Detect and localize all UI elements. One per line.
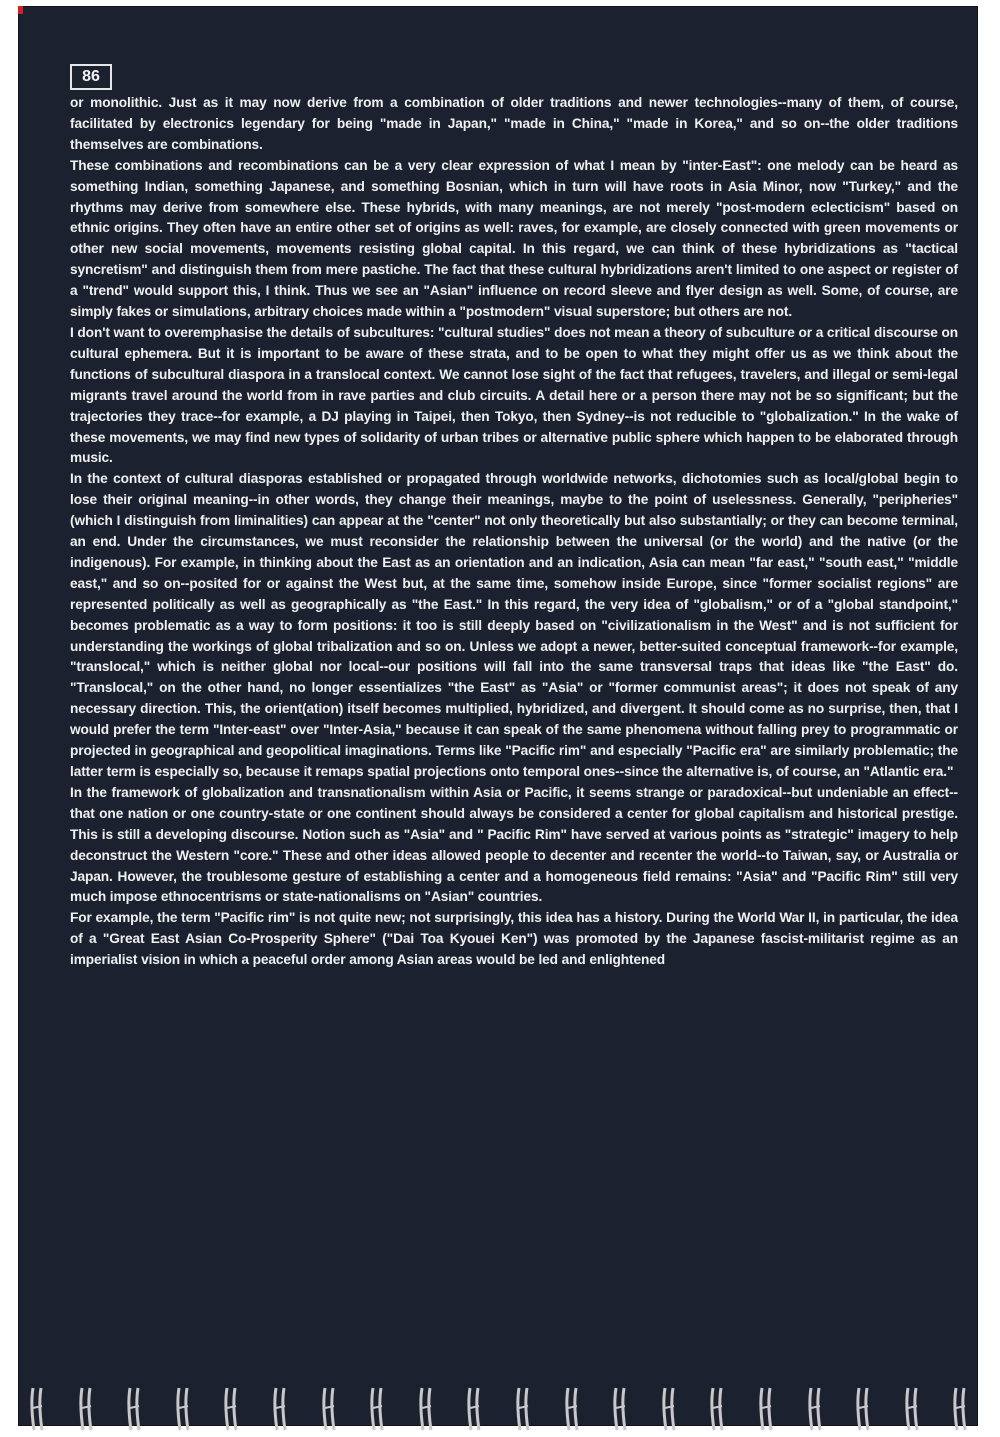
binding-ring-icon bbox=[224, 1384, 234, 1432]
paragraph-3: I don't want to overemphasise the details of subcultures: "cultural studies" does not mean a theory of subculture or a critical discourse on cultural ephemera. But it is important to be aware of these strata, and to be open to what they might offer us as we think about the functions of subcultural diaspora in a translocal context. We cannot lose sight of the fact that refugees, travelers, and illegal or semi-legal migrants travel around the world from in rave parties and club circuits. A detail here or a person there may not be so significant; but the trajectories they trace--for example, a DJ playing in Taipei, then Tokyo, then Sydney--is not reducible to "globalization." In the wake of these movements, we may find new types of solidarity of urban tribes or alternative public sphere which happen to be elaborated through music. bbox=[70, 324, 958, 466]
binding-ring-icon bbox=[516, 1384, 526, 1432]
binding-ring-icon bbox=[710, 1384, 720, 1432]
corner-mark bbox=[18, 6, 23, 14]
spiral-binding-icon bbox=[18, 1384, 978, 1434]
binding-ring-icon bbox=[905, 1384, 915, 1432]
binding-ring-icon bbox=[176, 1384, 186, 1432]
binding-ring-icon bbox=[565, 1384, 575, 1432]
binding-ring-icon bbox=[273, 1384, 283, 1432]
body-text bbox=[70, 93, 958, 971]
binding-ring-icon bbox=[370, 1384, 380, 1432]
binding-ring-icon bbox=[30, 1384, 40, 1432]
binding-ring-icon bbox=[662, 1384, 672, 1432]
binding-ring-icon bbox=[467, 1384, 477, 1432]
binding-ring-icon bbox=[808, 1384, 818, 1432]
paragraph-1: or monolithic. Just as it may now derive from a combination of older traditions and newer technologies--many of them, of course, facilitated by electronics legendary for being "made in Japan," "made in China," "made in Korea," and so on--the older traditions themselves are combinations. bbox=[70, 95, 958, 152]
binding-ring-icon bbox=[419, 1384, 429, 1432]
binding-ring-icon bbox=[856, 1384, 866, 1432]
paragraph-2: These combinations and recombinations can be a very clear expression of what I mean by "inter-East": one melody can be heard as something Indian, something Japanese, and something Bosnian, which in turn will have roots in Asia Minor, now "Turkey," and the rhythms may derive from somewhere else. These hybrids, with many meanings, are not merely "post-modern eclecticism" based on ethnic origins. They often have an entire other set of origins as well: raves, for example, are closely connected with green movements or other new social movements, movements resisting global capital. In this regard, we can think of these hybridizations as "tactical syncretism" and distinguish them from mere pastiche. The fact that these cultural hybridizations aren't limited to one aspect or register of a "trend" would support this, I think. Thus we see an "Asian" influence on record sleeve and flyer design as well. Some, of course, are simply fakes or simulations, arbitrary choices made within a "postmodern" visual superstore; but others are not. bbox=[70, 157, 958, 320]
document-page bbox=[18, 6, 978, 1426]
paragraph-5: In the framework of globalization and transnationalism within Asia or Pacific, it seems strange or paradoxical--but undeniable an effect--that one nation or one country-state or one continent should always be considered a center for global capitalism and historical prestige. This is still a developing discourse. Notion such as "Asia" and " Pacific Rim" have served at various points as "strategic" imagery to help deconstruct the Western "core." These and other ideas allowed people to decenter and recenter the world--to Taiwan, say, or Australia or Japan. However, the troublesome gesture of establishing a center and a homogeneous field remains: "Asia" and "Pacific Rim" still very much impose ethnocentrisms or state-nationalisms on "Asian" countries. bbox=[70, 784, 958, 905]
binding-ring-icon bbox=[613, 1384, 623, 1432]
binding-ring-icon bbox=[322, 1384, 332, 1432]
binding-ring-icon bbox=[79, 1384, 89, 1432]
paragraph-4: In the context of cultural diasporas established or propagated through worldwide networks, dichotomies such as local/global begin to lose their original meaning--in other words, they change their meanings, maybe to the point of uselessness. Generally, "peripheries" (which I distinguish from liminalities) can appear at the "center" not only theoretically but also substantially; or they can become terminal, an end. Under the circumstances, we must reconsider the relationship between the universal (or the world) and the native (or the indigenous). For example, in thinking about the East as an orientation and an indication, Asia can mean "far east," "south east," "middle east," and so on--posited for or against the West but, at the same time, somehow inside Europe, since "former socialist regions" are represented politically as well as geographically as "the East." In this regard, the very idea of "globalism," or of a "global standpoint," becomes problematic as a way to form positions: it too is still deeply based on "civilizationalism in the West" and is not sufficient for understanding the workings of global tribalization and so on. Unless we adopt a newer, better-suited conceptual framework--for example, "translocal," which is neither global nor local--our positions will fall into the same transversal traps that ideas like "the East" do. "Translocal," on the other hand, no longer essentializes "the East" as "Asia" or "former communist areas"; it does not speak of any necessary direction. This, the orient(ation) itself becomes multiplied, hybridized, and divergent. It should come as no surprise, then, that I would prefer the term "Inter-east" over "Inter-Asia," because it can speak of the same phenomena without falling prey to programmatic or projected in geographical and geopolitical imaginations. Terms like "Pacific rim" and especially "Pacific era" are similarly problematic; the latter term is especially so, because it remaps spatial projections onto temporal ones--since the alternative is, of course, an "Atlantic era." bbox=[70, 471, 958, 779]
binding-ring-icon bbox=[759, 1384, 769, 1432]
binding-ring-icon bbox=[953, 1384, 963, 1432]
page-number: 86 bbox=[70, 64, 112, 90]
paragraph-6: For example, the term "Pacific rim" is not quite new; not surprisingly, this idea has a history. During the World War II, in particular, the idea of a "Great East Asian Co-Prosperity Sphere" ("Dai Toa Kyouei Ken") was promoted by the Japanese fascist-militarist regime as an imperialist vision in which a peaceful order among Asian areas would be led and enlightened bbox=[70, 910, 958, 968]
binding-ring-icon bbox=[127, 1384, 137, 1432]
